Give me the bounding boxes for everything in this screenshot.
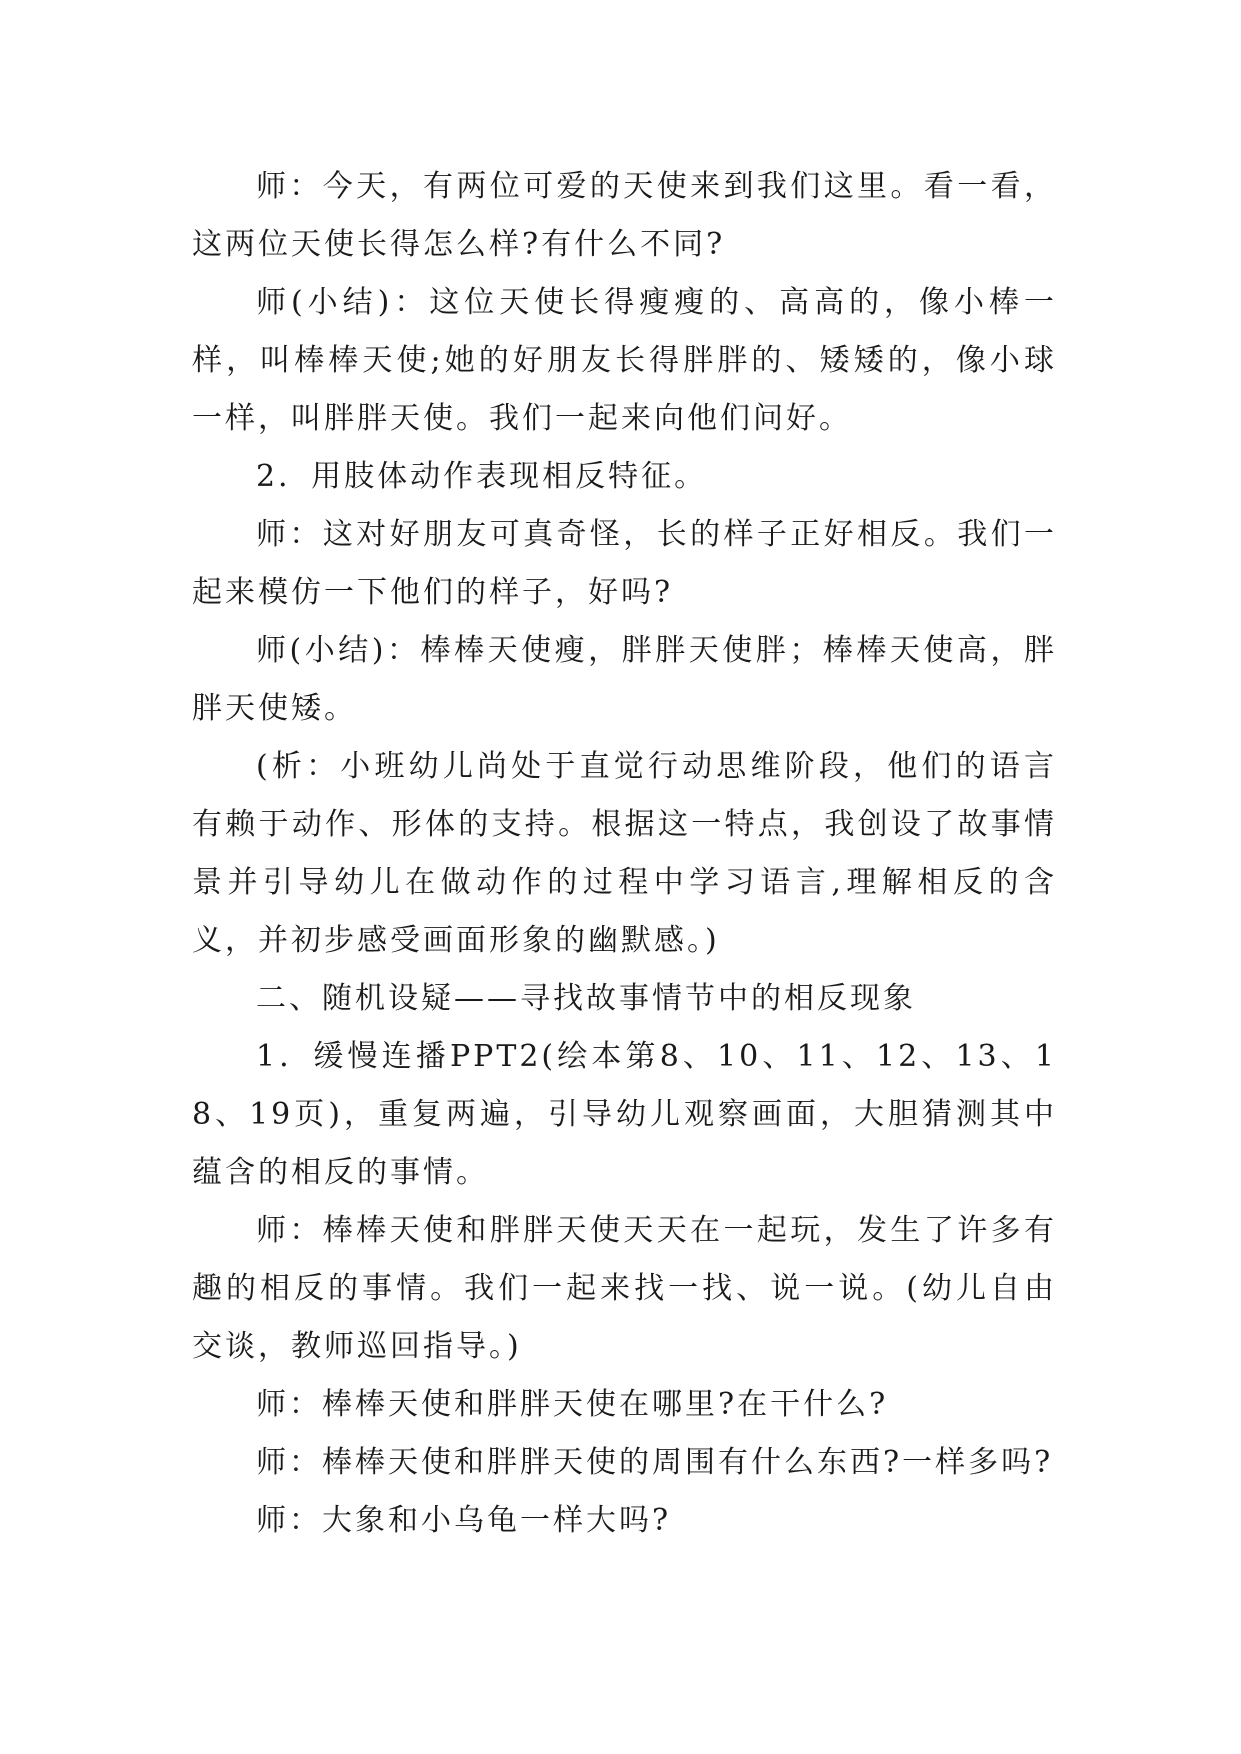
paragraph: 2．用肢体动作表现相反特征。 — [256, 459, 708, 494]
paragraph: 师：今天，有两位可爱的天使来到我们这里。看一看，这两位天使长得怎么样?有什么不同? — [192, 169, 1057, 262]
paragraph: 师(小结)：这位天使长得瘦瘦的、高高的，像小棒一样，叫棒棒天使;她的好朋友长得胖胖的、矮矮的，像小球一样，叫胖胖天使。我们一起来向他们问好。 — [192, 285, 1057, 436]
paragraph: 师：这对好朋友可真奇怪，长的样子正好相反。我们一起来模仿一下他们的样子，好吗? — [192, 517, 1057, 610]
paragraph: 师：棒棒天使和胖胖天使天天在一起玩，发生了许多有趣的相反的事情。我们一起来找一找、说一说。(幼儿自由交谈，教师巡回指导。) — [192, 1213, 1057, 1364]
paragraph: 师：大象和小乌龟一样大吗? — [256, 1503, 672, 1538]
paragraph: 师(小结)：棒棒天使瘦，胖胖天使胖；棒棒天使高，胖胖天使矮。 — [192, 633, 1057, 726]
document-body — [192, 158, 1057, 1550]
paragraph: (析：小班幼儿尚处于直觉行动思维阶段，他们的语言有赖于动作、形体的支持。根据这一特点，我创设了故事情景并引导幼儿在做动作的过程中学习语言,理解相反的含义，并初步感受画面形象的幽默感。) — [192, 749, 1057, 958]
paragraph: 师：棒棒天使和胖胖天使在哪里?在干什么? — [256, 1387, 889, 1422]
paragraph: 1．缓慢连播PPT2(绘本第8、10、11、12、13、18、19页)，重复两遍，引导幼儿观察画面，大胆猜测其中蕴含的相反的事情。 — [192, 1039, 1057, 1190]
section-heading: 二、随机设疑——寻找故事情节中的相反现象 — [256, 981, 916, 1016]
paragraph: 师：棒棒天使和胖胖天使的周围有什么东西?一样多吗? — [256, 1445, 1054, 1480]
